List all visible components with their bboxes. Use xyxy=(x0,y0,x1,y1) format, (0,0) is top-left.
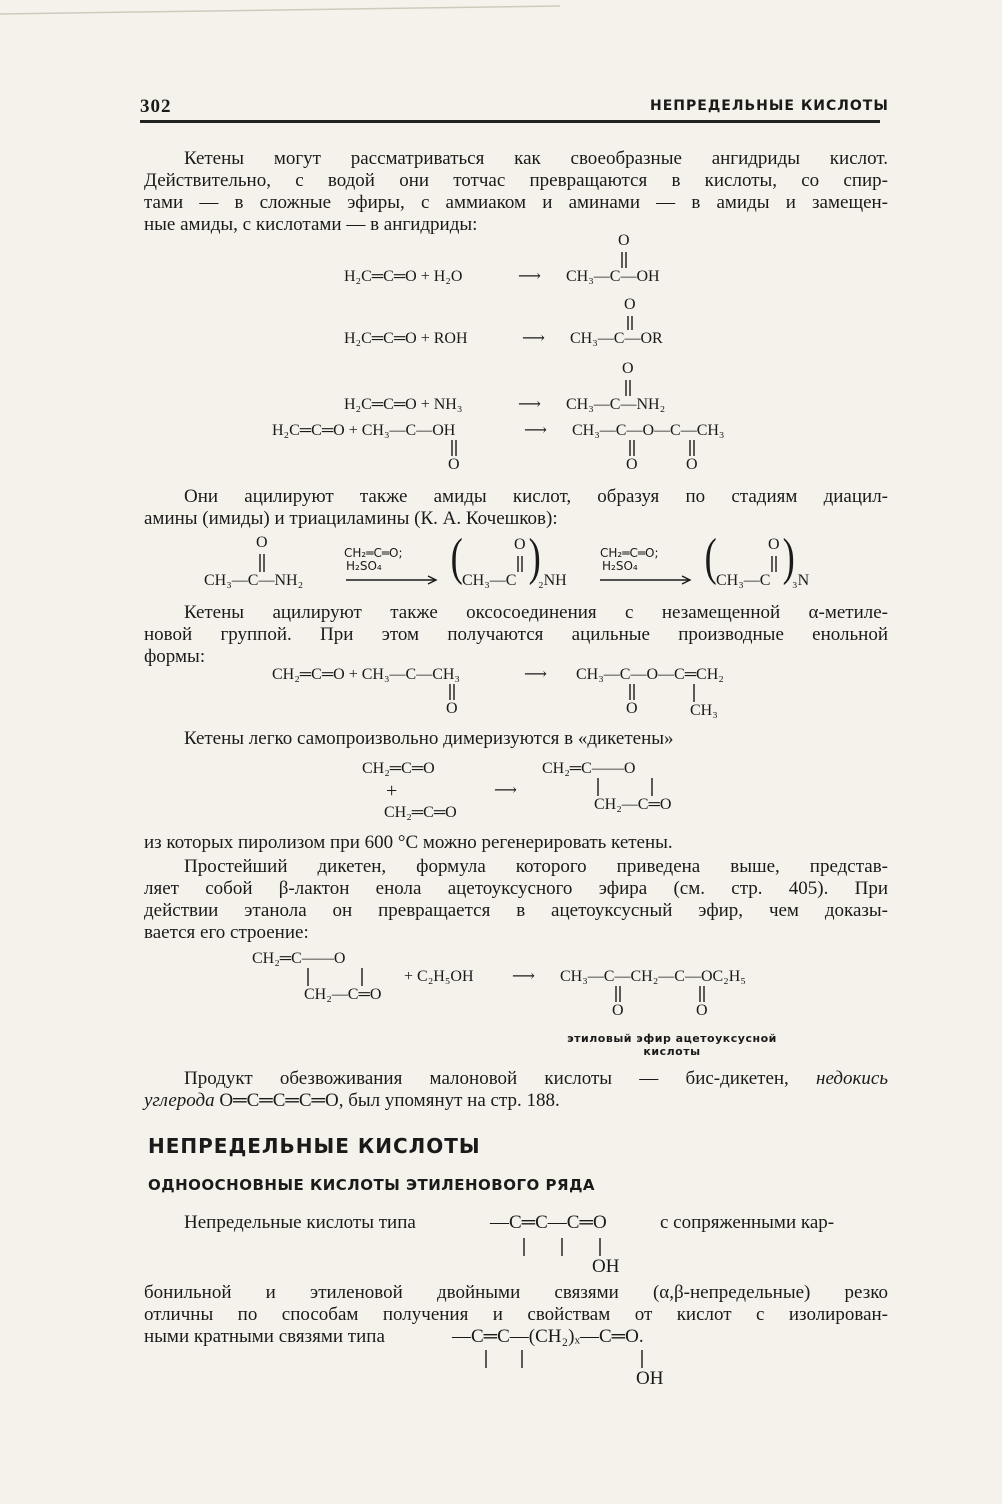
para9-oh: OH xyxy=(636,1368,664,1389)
eq7-arrow: ⟶ xyxy=(494,782,517,799)
paragraph-conjugated: бонильной и этиленовой двойными связями (α,β-непредельные) резко отличны по способам получения и свойствам от кислот с изолирован- xyxy=(144,1282,888,1325)
paragraph-unsaturated-intro: Непредельные кислоты типа xyxy=(184,1212,416,1233)
eq1-left: H₂C═C═O + H₂O xyxy=(344,268,463,285)
eq4-arrow: ⟶ xyxy=(524,422,547,439)
eq8-ring-bottom: CH₂—C═O xyxy=(304,986,382,1003)
eq5-paren-open-2: ( xyxy=(704,529,717,586)
eq2-arrow: ⟶ xyxy=(522,330,545,347)
eq3-left: H₂C═C═O + NH₃ xyxy=(344,396,463,413)
para9-formula: —C═C—(CH₂)ₓ—C═O. xyxy=(452,1326,644,1347)
eq6-o-right: O xyxy=(626,700,638,717)
eq3-arrow: ⟶ xyxy=(518,396,541,413)
eq6-right: CH₃—C—O—C═CH₂ xyxy=(576,666,724,683)
subsection-title: ОДНООСНОВНЫЕ КИСЛОТЫ ЭТИЛЕНОВОГО РЯДА xyxy=(148,1176,596,1194)
eq4-o-mid: O xyxy=(626,456,638,473)
eq1-right: CH₃—C—OH xyxy=(566,268,660,285)
eq5-catalyst-2: H₂SO₄ xyxy=(602,559,638,573)
eq4-right: CH₃—C—O—C—CH₃ xyxy=(572,422,725,439)
eq6-o-left: O xyxy=(446,700,458,717)
paragraph-acylation-amides: Они ацилируют также амиды кислот, образуя по стадиям диацил- амины (имиды) и триациламины (К. А. Кочешков): xyxy=(144,486,888,529)
eq5-end: CH₃—C xyxy=(716,572,771,589)
eq6-ch3: CH₃ xyxy=(690,702,718,719)
eq5-mid-sub: ₂NH xyxy=(538,572,567,589)
eq5-o-end: O xyxy=(768,536,780,553)
eq5-paren-close-1: ) xyxy=(528,529,541,586)
eq5-reagent-2: CH₂═C═O; xyxy=(600,546,659,560)
eq3-right: CH₃—C—NH₂ xyxy=(566,396,666,413)
eq7-ring-top: CH₂═C——O xyxy=(542,760,636,777)
paragraph-dimerization: Кетены легко самопроизвольно димеризуются в «дикетены» xyxy=(184,728,674,749)
para8-oh: OH xyxy=(592,1256,620,1277)
eq4-o-left: O xyxy=(448,456,460,473)
eq8-o-right: O xyxy=(696,1002,708,1019)
eq6-left: CH₂═C═O + CH₃—C—CH₃ xyxy=(272,666,461,683)
eq5-mid: CH₃—C xyxy=(462,572,517,589)
header-rule xyxy=(140,120,880,123)
eq1-carbonyl-o: O xyxy=(618,232,630,249)
eq5-o-start: O xyxy=(256,534,268,551)
eq8-arrow: ⟶ xyxy=(512,968,535,985)
eq8-ring-top: CH₂═C——O xyxy=(252,950,346,967)
eq7-ring-bottom: CH₂—C═O xyxy=(594,796,672,813)
para8-tail: с сопряженными кар- xyxy=(660,1212,835,1233)
para8-formula: —C═C—C═O xyxy=(490,1212,607,1233)
eq8-right: CH₃—C—CH₂—C—OC₂H₅ xyxy=(560,968,746,985)
page-number: 302 xyxy=(140,96,172,117)
paragraph-pyrolysis: из которых пиролизом при 600 °С можно регенерировать кетены. xyxy=(144,832,673,853)
eq2-right: CH₃—C—OR xyxy=(570,330,663,347)
eq8-o-left: O xyxy=(612,1002,624,1019)
eq5-paren-close-2: ) xyxy=(782,529,795,586)
eq3-carbonyl-o: O xyxy=(622,360,634,377)
section-title: НЕПРЕДЕЛЬНЫЕ КИСЛОТЫ xyxy=(148,1134,481,1158)
eq7-top: CH₂═C═O xyxy=(362,760,435,777)
eq8-caption: этиловый эфир ацетоуксусной кислоты xyxy=(567,1032,777,1058)
eq8-plus-ethanol: + C₂H₅OH xyxy=(404,968,474,985)
eq2-left: H₂C═C═O + ROH xyxy=(344,330,468,347)
eq5-paren-open-1: ( xyxy=(450,529,463,586)
eq5-end-sub: ₃N xyxy=(792,572,810,589)
eq2-carbonyl-o: O xyxy=(624,296,636,313)
eq1-arrow: ⟶ xyxy=(518,268,541,285)
paragraph-acylation-oxo: Кетены ацилируют также оксосоединения с незамещенной α-метиле- новой группой. При этом получаются ацильные производные енольной формы: xyxy=(144,602,888,667)
eq5-catalyst-1: H₂SO₄ xyxy=(346,559,382,573)
paragraph-carbon-suboxide: Продукт обезвоживания малоновой кислоты — бис-дикетен, недокись углерода O═C═C═C═O, был упомянут на стр. 188. xyxy=(144,1068,888,1111)
eq7-bottom: CH₂═C═O xyxy=(384,804,457,821)
eq5-start: CH₃—C—NH₂ xyxy=(204,572,304,589)
eq4-left: H₂C═C═O + CH₃—C—OH xyxy=(272,422,456,439)
running-title: НЕПРЕДЕЛЬНЫЕ КИСЛОТЫ xyxy=(650,98,889,114)
eq4-o-right: O xyxy=(686,456,698,473)
para9-last-text: ными кратными связями типа xyxy=(144,1326,385,1347)
eq5-o-mid: O xyxy=(514,536,526,553)
eq5-reagent-1: CH₂═C═O; xyxy=(344,546,403,560)
eq7-plus: + xyxy=(386,780,398,802)
paragraph-diketene: Простейший дикетен, формула которого приведена выше, представ- ляет собой β-лактон енола ацетоуксусного эфира (см. стр. 405). При действии этанола он превращается в ацетоуксусный эфир, чем доказы- вается его строение: xyxy=(144,856,888,943)
eq6-arrow: ⟶ xyxy=(524,666,547,683)
paragraph-ketene-intro: Кетены могут рассматриваться как своеобразные ангидриды кислот. Действительно, с водой они тотчас превращаются в кислоты, со спир- тами — в сложные эфиры, с аммиаком и аминами — в амиды и замещен- ные амиды, с кислотами — в ангидриды: xyxy=(144,148,888,235)
